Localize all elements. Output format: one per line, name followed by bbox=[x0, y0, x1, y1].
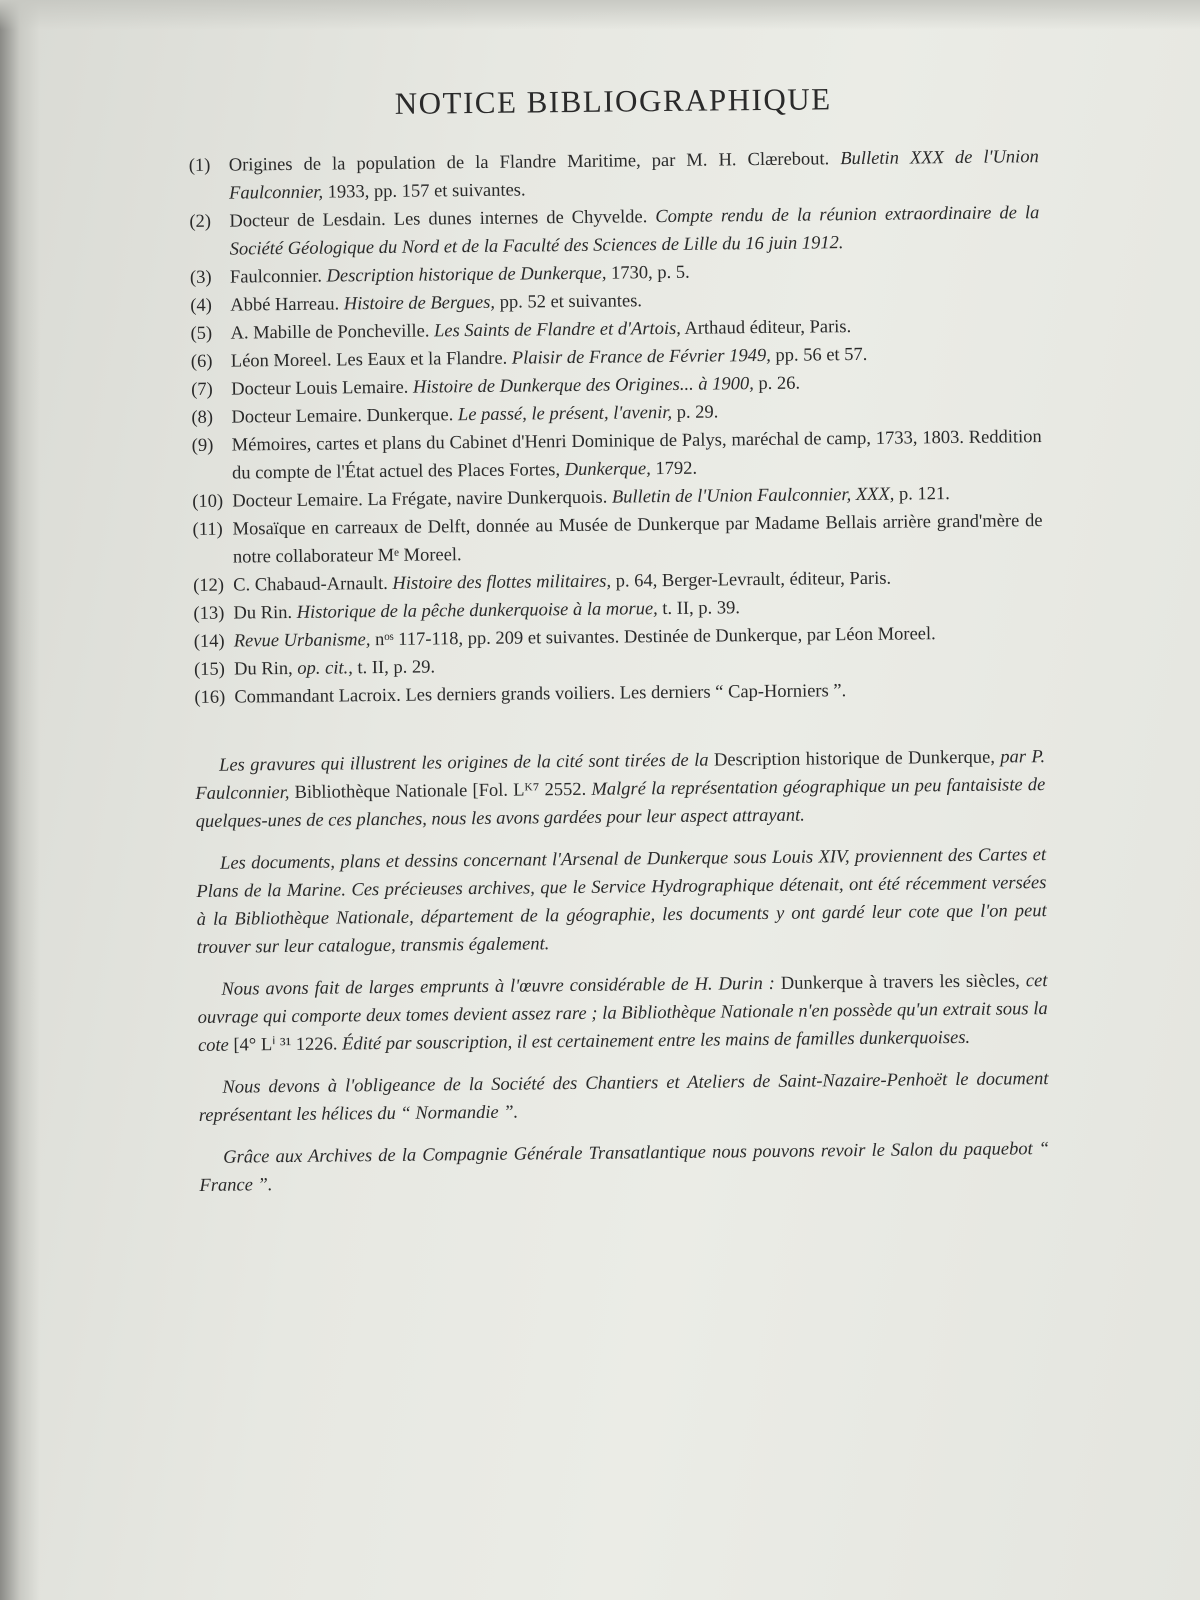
reference-text-part: Compte rendu de la réunion extraordinaire de la Société Géologique du Nord et de la Faculté des Sciences de Lille du 16 juin 1912. bbox=[229, 203, 1040, 260]
reference-item bbox=[192, 507, 1043, 572]
note-paragraph-part: Les documents, plans et dessins concernant l'Arsenal de Dunkerque sous Louis XIV, proviennent des Cartes et Plans de la Marine. Ces précieuses archives, que le Service Hydrographique détenait, ont été récemment versées à la Bibliothèque Nationale, département de la géographie, les documents y ont gardé leur cote que l'on peut trouver sur leur catalogue, transmis également. bbox=[196, 845, 1047, 958]
reference-number: (9) bbox=[191, 435, 214, 456]
note-paragraph-part: Édité par souscription, il est certainement entre les mains de familles dunkerquoises. bbox=[341, 1027, 971, 1055]
note-paragraph-part: par P. Faulconnier, bbox=[195, 747, 1046, 804]
reference-text-part: Bulletin de l'Union Faulconnier, XXX, bbox=[611, 484, 895, 508]
reference-text-part: Abbé Harreau. bbox=[230, 294, 344, 316]
page-top-shadow bbox=[0, 0, 1200, 30]
reference-text-part: Les Saints de Flandre et d'Artois, bbox=[433, 318, 681, 342]
reference-text-part: Docteur Lemaire. Dunkerque. bbox=[231, 405, 459, 428]
note-paragraph-part: Grâce aux Archives de la Compagnie Générale Transatlantique nous pouvons revoir le Salon du paquebot “ France ”. bbox=[199, 1139, 1050, 1196]
reference-text-part: Description historique de Dunkerque, bbox=[326, 263, 607, 287]
notes-section bbox=[195, 743, 1050, 1200]
note-paragraph-part: [4° Lⁱ ³¹ 1226. bbox=[233, 1034, 343, 1056]
reference-text-part: Revue Urbanisme, bbox=[233, 630, 371, 652]
reference-number: (4) bbox=[190, 295, 212, 316]
reference-number: (15) bbox=[193, 659, 226, 680]
note-paragraph-part: Les gravures qui illustrent les origines de la cité sont tirées de la bbox=[218, 750, 715, 776]
reference-number: (6) bbox=[190, 351, 213, 372]
reference-text-part: 1792. bbox=[650, 458, 698, 480]
reference-item bbox=[189, 143, 1040, 208]
page-gutter-shadow bbox=[0, 0, 40, 1600]
reference-text-part: Historique de la pêche dunkerquoise à la morue, bbox=[296, 599, 658, 623]
reference-text-part: Origines de la population de la Flandre Maritime, par M. H. Clærebout. bbox=[228, 149, 841, 176]
reference-text-part: p. 121. bbox=[894, 484, 950, 505]
reference-text-part: Le passé, le présent, l'avenir, bbox=[457, 402, 673, 426]
note-paragraph bbox=[195, 743, 1046, 836]
note-paragraph bbox=[199, 1135, 1050, 1200]
reference-text-part: Arthaud éditeur, Paris. bbox=[680, 317, 852, 339]
reference-text-part: Faulconnier. bbox=[229, 266, 327, 288]
reference-text-part: t. II, p. 29. bbox=[352, 657, 436, 679]
note-paragraph-part: Nous devons à l'obligeance de la Société des Chantiers et Ateliers de Saint-Nazaire-Penhoët le document représentant les hélices du “ Normandie ”. bbox=[198, 1069, 1049, 1126]
reference-number: (1) bbox=[188, 155, 211, 176]
note-paragraph bbox=[197, 967, 1048, 1060]
reference-list bbox=[189, 143, 1045, 712]
reference-text-part: Du Rin. bbox=[233, 602, 297, 624]
note-paragraph-part: Bibliothèque Nationale [Fol. Lᴷ⁷ 2552. bbox=[294, 779, 592, 803]
reference-number: (7) bbox=[191, 379, 213, 400]
reference-text-part: Docteur Louis Lemaire. bbox=[231, 377, 414, 400]
reference-number: (3) bbox=[189, 267, 212, 288]
reference-number: (16) bbox=[194, 687, 226, 708]
note-paragraph-part: Nous avons fait de larges emprunts à l'œuvre considérable de H. Durin : bbox=[221, 973, 781, 1000]
reference-text-part: p. 64, Berger-Levrault, éditeur, Paris. bbox=[610, 568, 892, 592]
reference-number: (12) bbox=[193, 575, 225, 596]
reference-number: (5) bbox=[190, 323, 213, 344]
reference-text-part: pp. 56 et 57. bbox=[770, 344, 868, 366]
reference-number: (2) bbox=[189, 211, 212, 232]
reference-text bbox=[229, 143, 1040, 207]
reference-text-part: Docteur de Lesdain. Les dunes internes de Chyvelde. bbox=[229, 207, 656, 232]
reference-text-part: op. cit., bbox=[297, 658, 353, 679]
reference-number: (14) bbox=[193, 631, 225, 652]
page-title: NOTICE BIBLIOGRAPHIQUE bbox=[394, 81, 832, 121]
reference-text-part: nᵒˢ 117-118, pp. 209 et suivantes. Destinée de Dunkerque, par Léon Moreel. bbox=[370, 624, 936, 651]
note-paragraph bbox=[198, 1065, 1049, 1130]
reference-item bbox=[189, 199, 1040, 264]
note-paragraph bbox=[196, 841, 1047, 962]
reference-text-part: Histoire de Bergues, bbox=[343, 292, 496, 315]
note-paragraph-part: Malgré la représentation géographique un peu fantaisiste de quelques-unes de ces planches, nous les avons gardées pour leur aspect attrayant. bbox=[195, 775, 1046, 832]
reference-text-part: Bulletin XXX de l'Union Faulconnier, bbox=[229, 147, 1039, 204]
reference-text-part: Histoire des flottes militaires, bbox=[392, 571, 612, 594]
note-paragraph-part: cet ouvrage qui comporte deux tomes devient assez rare ; la Bibliothèque Nationale n'en possède qu'un extrait sous la cote bbox=[197, 971, 1048, 1056]
reference-text-part: Léon Moreel. Les Eaux et la Flandre. bbox=[230, 348, 512, 372]
reference-text-part: Commandant Lacroix. Les derniers grands voiliers. Les derniers “ Cap-Horniers ”. bbox=[234, 681, 847, 708]
note-paragraph-part: Description historique de Dunkerque, bbox=[713, 747, 996, 771]
reference-text-part: pp. 52 et suivantes. bbox=[494, 291, 643, 313]
reference-text-part: 1933, pp. 157 et suivantes. bbox=[323, 180, 526, 203]
reference-number: (8) bbox=[191, 407, 214, 428]
reference-text bbox=[232, 423, 1043, 487]
reference-text-part: Dunkerque, bbox=[564, 459, 651, 481]
reference-text-part: Plaisir de France de Février 1949, bbox=[511, 345, 771, 369]
reference-text-part: Mosaïque en carreaux de Delft, donnée au Musée de Dunkerque par Madame Bellais arrière grand'mère de notre collaborateur Mᵉ Moreel. bbox=[232, 511, 1043, 568]
reference-text bbox=[232, 507, 1043, 571]
reference-number: (10) bbox=[192, 491, 224, 512]
reference-text-part: t. II, p. 39. bbox=[657, 598, 741, 620]
reference-text-part: Docteur Lemaire. La Frégate, navire Dunkerquois. bbox=[232, 487, 613, 512]
reference-text-part: Mémoires, cartes et plans du Cabinet d'Henri Dominique de Palys, maréchal de camp, 1733, 1803. Reddition du compte de l'État actuel des Places Fortes, bbox=[231, 427, 1042, 484]
reference-text-part: C. Chabaud-Arnault. bbox=[233, 573, 393, 596]
reference-text-part: Histoire de Dunkerque des Origines... à 1900, bbox=[412, 374, 754, 398]
reference-text-part: Du Rin, bbox=[233, 658, 298, 680]
reference-number: (11) bbox=[192, 519, 223, 540]
reference-number: (13) bbox=[193, 603, 225, 624]
note-paragraph-part: Dunkerque à travers les siècles, bbox=[780, 971, 1020, 994]
reference-text-part: p. 29. bbox=[671, 402, 719, 423]
page-content bbox=[188, 79, 1050, 1214]
reference-text bbox=[229, 199, 1040, 263]
reference-item bbox=[192, 423, 1043, 488]
reference-text-part: 1730, p. 5. bbox=[606, 262, 690, 284]
reference-text-part: p. 26. bbox=[753, 373, 801, 395]
reference-text-part: A. Mabille de Poncheville. bbox=[230, 321, 435, 344]
